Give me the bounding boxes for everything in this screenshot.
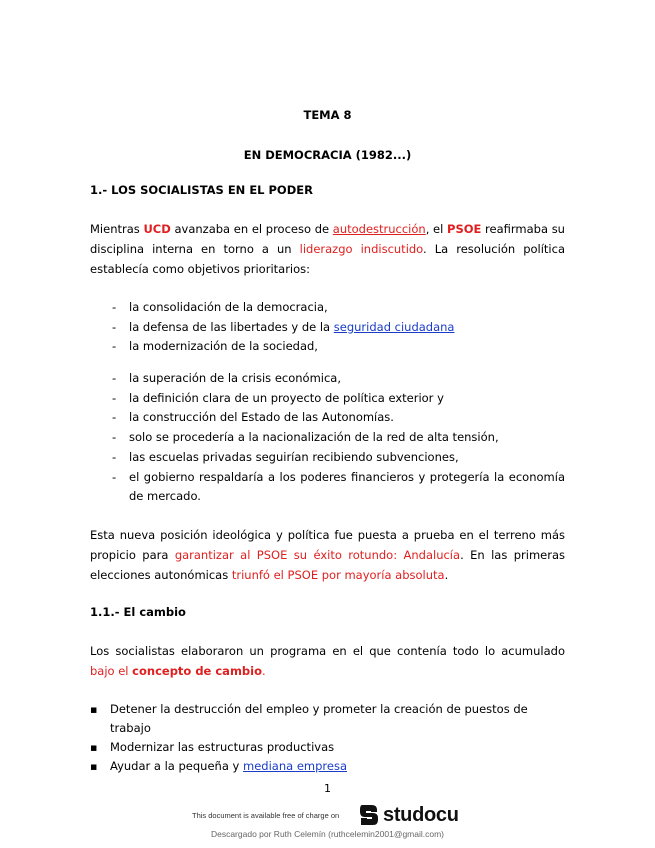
mediana-empresa-link[interactable]: mediana empresa (243, 759, 347, 773)
section-1-heading: 1.- LOS SOCIALISTAS EN EL PODER (90, 183, 313, 197)
seguridad-ciudadana-link[interactable]: seguridad ciudadana (333, 319, 455, 334)
text: . (444, 568, 449, 582)
autodestruccion-link[interactable]: autodestrucción (332, 222, 426, 236)
section-1-paragraph-2 (90, 525, 565, 585)
section-1-1 (90, 605, 565, 619)
text: Mientras (90, 222, 144, 236)
studocu-logo[interactable] (358, 803, 459, 827)
mayoria-highlight: triunfó el PSOE por mayoría absoluta (231, 568, 445, 582)
liderazgo-highlight: liderazgo indiscutido (299, 242, 424, 256)
list-item-text: la defensa de las libertades y de la (129, 319, 334, 334)
list-item (90, 318, 565, 338)
section-1-1-paragraph (90, 641, 565, 681)
text: . En las primeras elecciones autonómicas (90, 548, 566, 582)
text: , el (425, 222, 448, 236)
text: avanzaba en el proceso de (170, 222, 333, 236)
section-1 (90, 183, 565, 197)
list-item: - la consolidación de la democracia, (90, 298, 565, 318)
document-subtitle: EN DEMOCRACIA (1982...) (243, 148, 412, 162)
studocu-logo-text: studocu (383, 803, 459, 826)
list-item: - el gobierno respaldaría a los poderes financieros y protegería la economía de mercado. (90, 468, 565, 507)
concepto-cambio-highlight: concepto de cambio (132, 664, 262, 678)
andalucia-highlight: garantizar al PSOE su éxito rotundo: Andalucía (174, 548, 461, 562)
cambio-bullets (90, 700, 565, 776)
footer-downloaded-by: Descargado por Ruth Celemín (ruthcelemin2001@gmail.com) (210, 829, 445, 839)
text: reafirmaba su disciplina interna en torno a un (90, 222, 565, 256)
bullet-item: ▪ Modernizar las estructuras productivas (90, 738, 565, 757)
objectives-list-1 (90, 298, 565, 357)
text: Los socialistas elaboraron un programa en el que contenía todo lo acumulado (90, 644, 565, 658)
list-item: - solo se procedería a la nacionalización de la red de alta tensión, (90, 428, 565, 448)
list-item: - las escuelas privadas seguirían recibiendo subvenciones, (90, 448, 565, 468)
psoe-highlight: PSOE (447, 222, 482, 236)
ucd-highlight: UCD (143, 222, 171, 236)
bullet-item (90, 757, 565, 776)
footer-availability-text: This document is available free of charge on (192, 811, 340, 820)
section-1-1-heading: 1.1.- El cambio (90, 605, 186, 619)
text: . (262, 664, 266, 678)
page-number: 1 (324, 782, 331, 795)
objectives-list-2 (90, 369, 565, 507)
bullet-item-text: Ayudar a la pequeña y (110, 759, 244, 773)
list-item: - la definición clara de un proyecto de política exterior y (90, 389, 565, 409)
cambio-highlight: bajo el (90, 664, 129, 678)
studocu-logo-icon (358, 803, 380, 827)
text: Esta nueva posición ideológica y política fue puesta a prueba en el terreno más propicio para (90, 528, 565, 562)
text: . La resolución política establecía como objetivos prioritarios: (90, 242, 565, 276)
list-item: - la construcción del Estado de las Autonomías. (90, 408, 565, 428)
list-item: - la superación de la crisis económica, (90, 369, 565, 389)
list-item: - la modernización de la sociedad, (90, 337, 565, 357)
bullet-item: ▪ Detener la destrucción del empleo y prometer la creación de puestos de trabajo (90, 700, 565, 738)
section-1-paragraph-1 (90, 219, 565, 279)
document-title: TEMA 8 (303, 108, 352, 122)
